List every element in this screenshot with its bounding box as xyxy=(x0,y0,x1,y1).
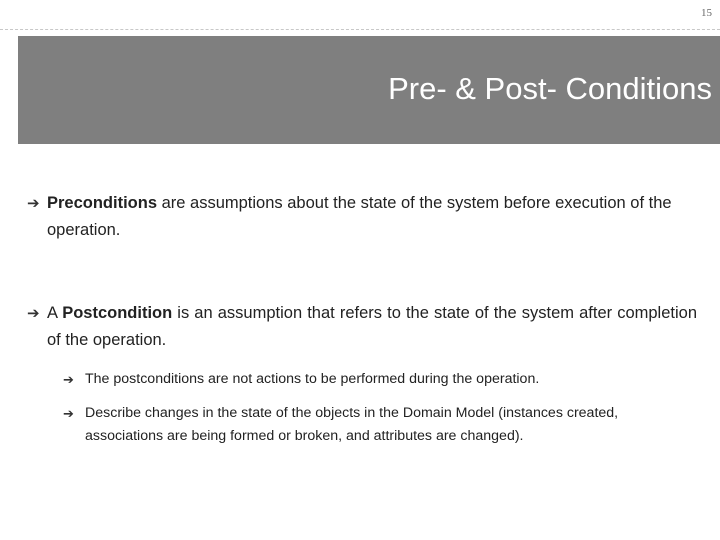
top-divider xyxy=(0,29,720,30)
slide-title: Pre- & Post- Conditions xyxy=(388,71,712,106)
arrow-bullet-icon: ➔ xyxy=(27,195,40,212)
arrow-bullet-icon: ➔ xyxy=(63,372,74,387)
title-banner xyxy=(18,36,720,144)
bullet-text: is an assumption that refers to the state of the system after completion of the operation. xyxy=(47,304,698,349)
sub-bullet-not-actions xyxy=(63,368,695,391)
sub-bullet-text: The postconditions are not actions to be performed during the operation. xyxy=(85,371,540,387)
arrow-bullet-icon: ➔ xyxy=(63,406,74,421)
sub-bullet-describe-changes xyxy=(63,402,695,448)
bullet-postcondition xyxy=(27,300,698,354)
sub-bullet-text: Describe changes in the state of the objects in the Domain Model (instances created, associations are being formed or broken, and attributes are changed). xyxy=(85,405,619,444)
bullet-text-prefix: A xyxy=(47,304,63,322)
bullet-text: are assumptions about the state of the system before execution of the operation. xyxy=(47,194,672,239)
page-number: 15 xyxy=(701,7,712,19)
arrow-bullet-icon: ➔ xyxy=(27,305,40,322)
bullet-preconditions xyxy=(27,190,697,244)
term-postcondition: Postcondition xyxy=(62,304,173,322)
term-preconditions: Preconditions xyxy=(47,194,158,212)
